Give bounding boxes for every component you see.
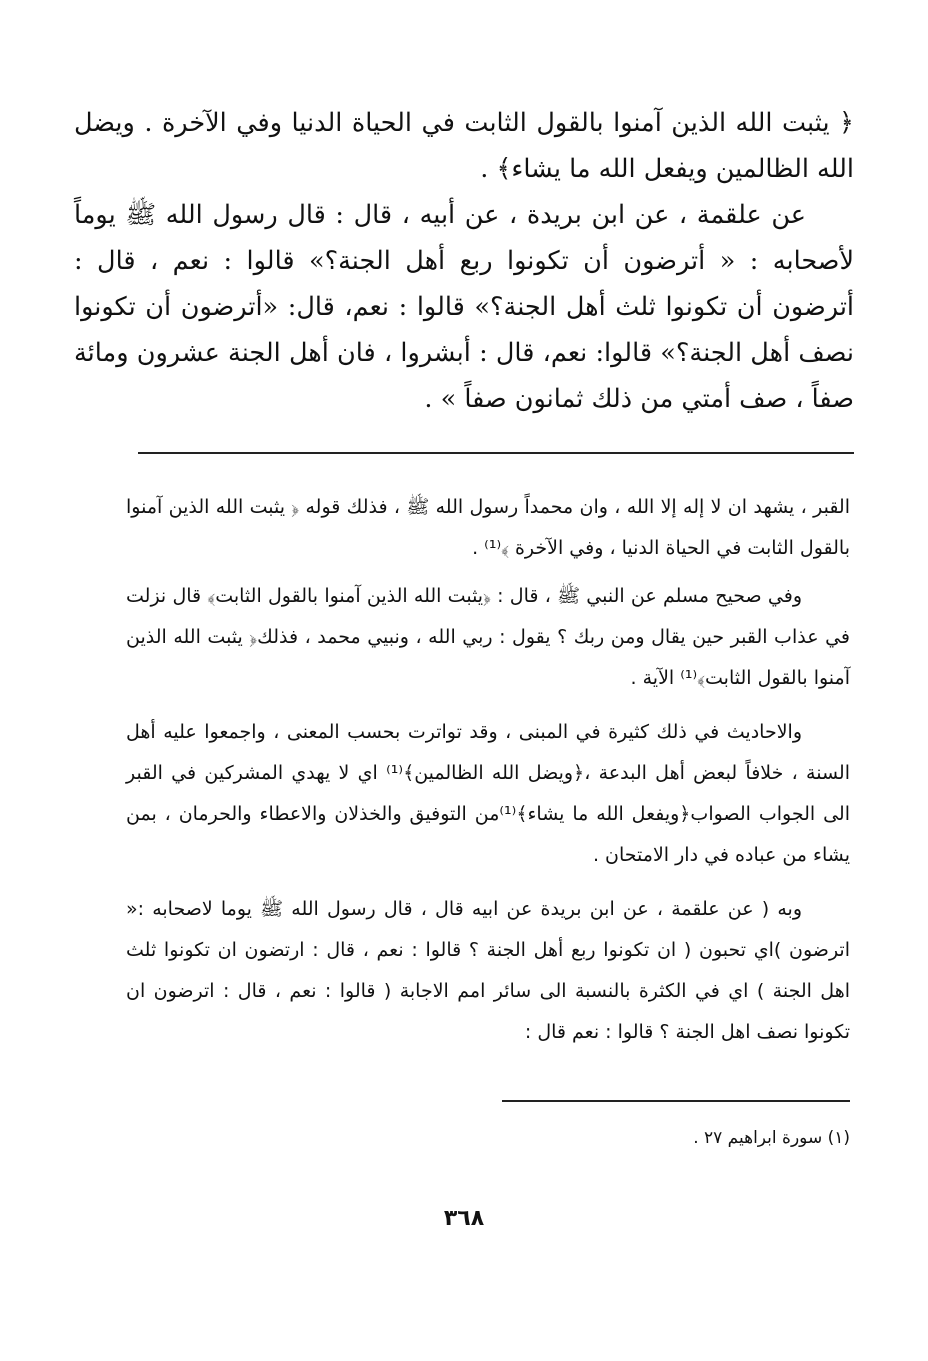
section-divider [138,452,854,454]
commentary-text [126,487,850,1066]
commentary-paragraph: القبر ، يشهد ان لا إله إلا الله ، وان محمداً رسول الله ﷺ ، فذلك قوله ﴿ يثبت الله الذين آمنوا بالقول الثابت في الحياة الدنيا ، وفي الآخرة ﴾⁽¹⁾ . [126,496,850,559]
verse-paragraph: ﴿ يثبت الله الذين آمنوا بالقول الثابت في الحياة الدنيا وفي الآخرة . ويضل الله الظالمين ويفعل الله ما يشاء﴾ . [74,108,854,184]
page-number: ٣٦٨ [443,1206,485,1231]
hadith-paragraph: عن علقمة ، عن ابن بريدة ، عن أبيه ، قال : قال رسول الله ﷺ يوماً لأصحابه : « أترضون أن تكونوا ربع أهل الجنة؟» قالوا : نعم ، قال : أترضون أن تكونوا ثلث أهل الجنة؟» قالوا : نعم، قال: «أترضون أن تكونوا نصف أهل الجنة؟» قالوا: نعم، قال : أبشروا ، فان أهل الجنة عشرون ومائة صفاً ، صف أمتي من ذلك ثمانون صفاً » . [74,200,854,414]
footnote: (١) سورة ابراهيم ٢٧ . [693,1128,850,1148]
commentary-paragraph: والاحاديث في ذلك كثيرة في المبنى ، وقد تواترت بحسب المعنى ، واجمعوا عليه أهل السنة ، خلافاً لبعض أهل البدعة ،﴿ويضل الله الظالمين﴾⁽¹⁾ اي لا يهدي المشركين في القبر الى الجواب الصواب﴿ويفعل الله ما يشاء﴾⁽¹⁾من التوفيق والخذلان والاعطاء والحرمان ، بمن يشاء من عباده في دار الامتحان . [126,721,851,866]
commentary-paragraph: وبه ( عن علقمة ، عن ابن بريدة عن ابيه قال ، قال رسول الله ﷺ يوما لاصحابه :« اترضون )اي تحبون ( ان تكونوا ربع أهل الجنة ؟ قالوا : نعم ، قال : ارتضون ان تكونوا ثلث اهل الجنة ) اي في الكثرة بالنسبة الى سائر امم الاجابة ( قالوا : نعم ، قال : اترضون ان تكونوا نصف اهل الجنة ؟ قالوا : نعم قال : [126,898,850,1043]
commentary-paragraph: وفي صحيح مسلم عن النبي ﷺ ، قال : ﴿يثبت الله الذين آمنوا بالقول الثابت﴾ قال نزلت في عذاب القبر حين يقال ومن ربك ؟ يقول : ربي الله ، ونبيي محمد ، فذلك﴿ يثبت الله الذين آمنوا بالقول الثابت﴾⁽¹⁾ الآية . [126,585,850,689]
main-text [74,100,854,422]
footnote-divider [502,1100,850,1102]
